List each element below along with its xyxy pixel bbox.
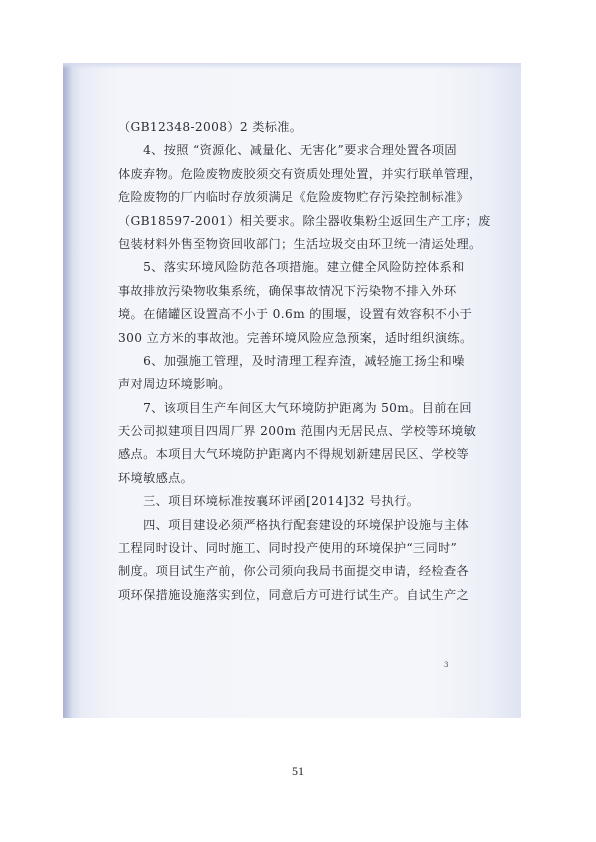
text-line: 境。在储罐区设置高不小于 0.6m 的围堰，设置有效容积不小于 [118,307,473,322]
text-line: 感点。本项目大气环境防护距离内不得规划新建居民区、学校等 [118,447,470,462]
text-line: 环境敏感点。 [118,470,194,485]
text-line: 7、该项目生产车间区大气环境防护距离为 50m。目前在回 [118,400,472,415]
text-line: 危险废物的厂内临时存放须满足《危险废物贮存污染控制标准》 [118,190,470,205]
footer-page-number: 51 [292,764,304,778]
text-line: 体废弃物。危险废物废胶须交有资质处理处置，并实行联单管理， [118,166,482,181]
text-line: 包装材料外售至物资回收部门；生活垃圾交由环卫统一清运处理。 [118,236,482,251]
scan-page-number: 3 [444,661,449,669]
text-line: 工程同时设计、同时施工、同时投产使用的环境保护“三同时” [118,541,458,556]
text-line: （GB12348-2008）2 类标准。 [118,120,303,134]
text-line: 5、落实环境风险防范各项措施。建立健全风险防控体系和 [118,260,465,275]
text-line: 声对周边环境影响。 [118,377,231,392]
text-line: 制度。项目试生产前，你公司须向我局书面提交申请，经检查各 [118,564,470,579]
text-line: 三、项目环境标准按襄环评函[2014]32 号执行。 [118,494,420,509]
text-line: 300 立方米的事故池。完善环境风险应急预案，适时组织演练。 [118,330,473,345]
text-line: （GB18597-2001）相关要求。除尘器收集粉尘返回生产工序；废 [118,213,491,228]
document-body [118,116,510,607]
text-line: 项环保措施设施落实到位，同意后方可进行试生产。自试生产之 [118,587,470,602]
text-line: 4、按照 “资源化、减量化、无害化”要求合理处置各项固 [118,143,457,158]
text-line: 事故排放污染物收集系统，确保事故情况下污染物不排入外环 [118,283,457,298]
scanned-page [63,63,521,718]
text-line: 四、项目建设必须严格执行配套建设的环境保护设施与主体 [118,517,470,532]
text-line: 6、加强施工管理，及时清理工程弃渣，减轻施工扬尘和噪 [118,353,465,368]
text-line: 天公司拟建项目四周厂界 200m 范围内无居民点、学校等环境敏 [118,424,477,439]
